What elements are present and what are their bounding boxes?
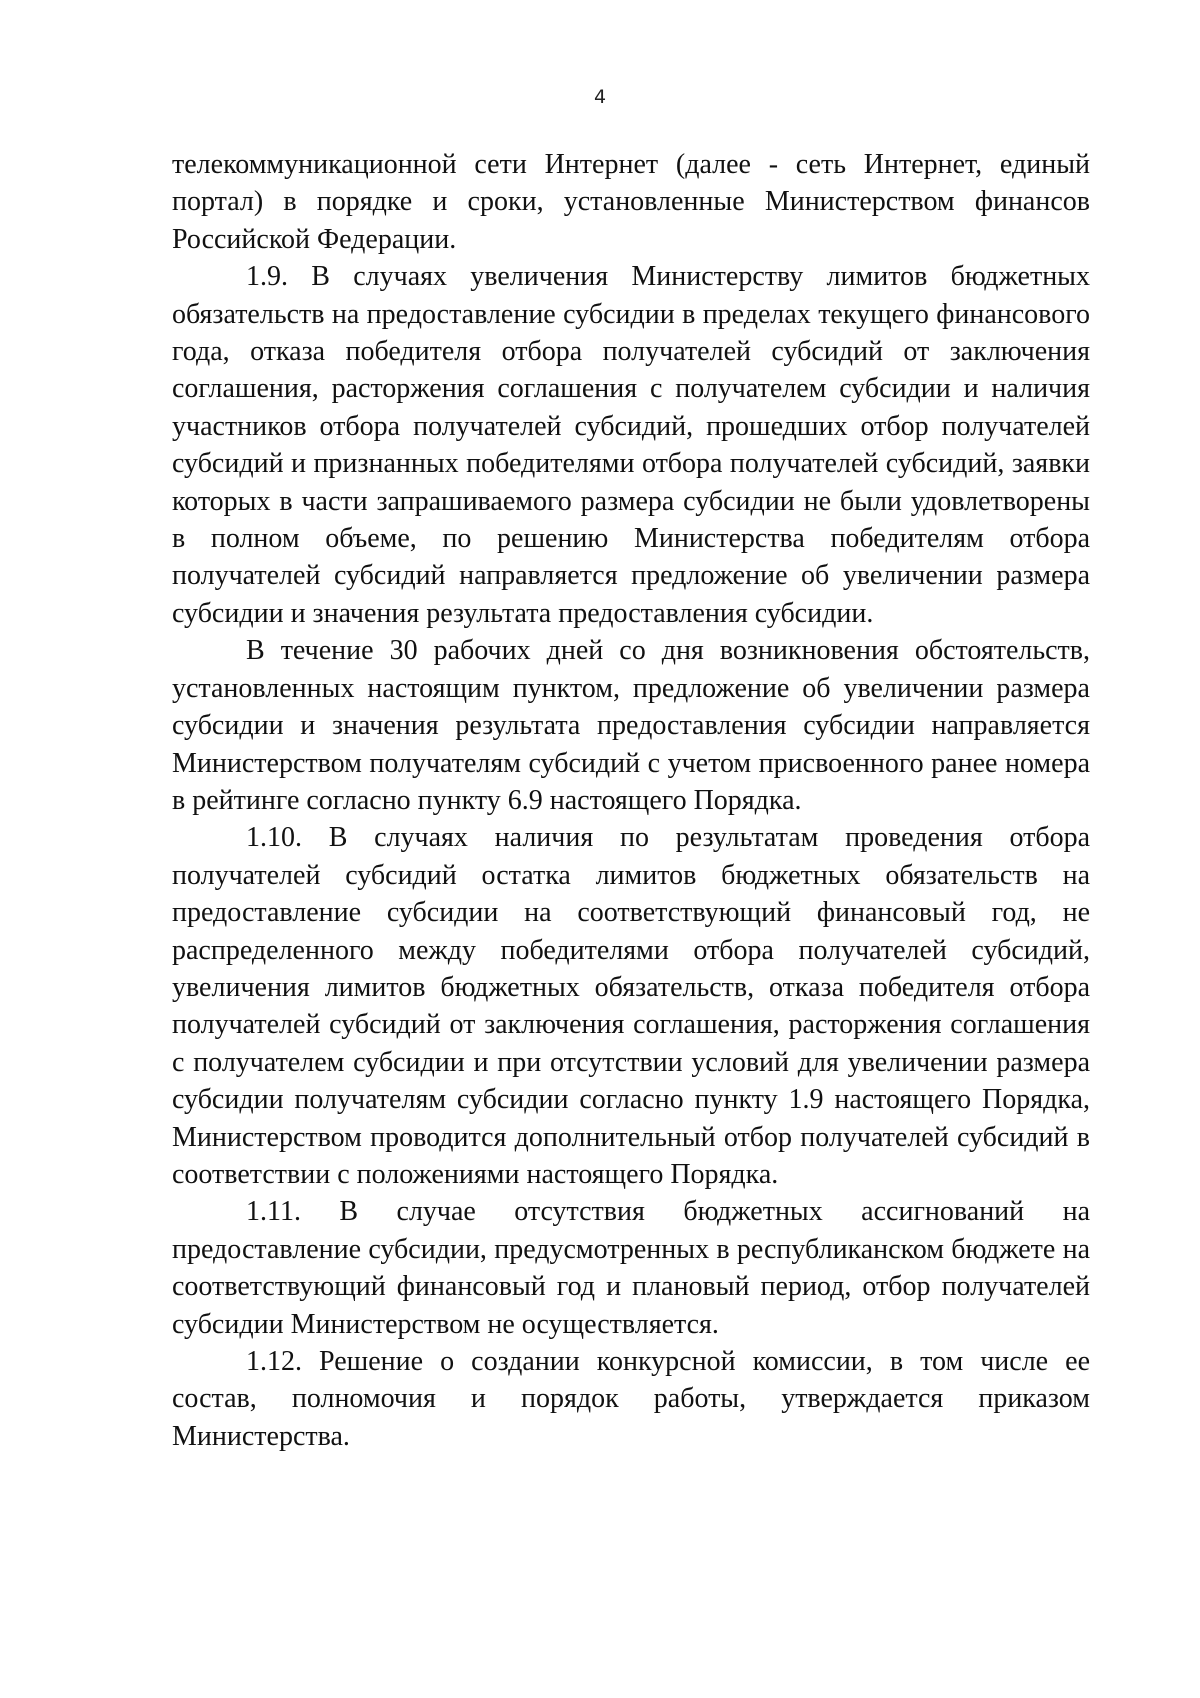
paragraph-clause-1-10: 1.10. В случаях наличия по результатам проведения отбора получателей субсидий остатка лимитов бюджетных обязательств на предоставление субсидии на соответствующий финансовый год, не распределенного между победителями отбора получателей субсидий, увеличения лимитов бюджетных обязательств, отказа победителя отбора получателей субсидий от заключения соглашения, расторжения соглашения с получателем субсидии и при отсутствии условий для увеличении размера субсидии получателям субсидии согласно пункту 1.9 настоящего Порядка, Министерством проводится дополнительный отбор получателей субсидий в соответствии с положениями настоящего Порядка.: [172, 822, 1090, 1190]
paragraph-continuation: телекоммуникационной сети Интернет (далее - сеть Интернет, единый портал) в порядке и сроки, установленные Министерством финансов Российской Федерации.: [172, 149, 1090, 255]
paragraph-clause-1-9: 1.9. В случаях увеличения Министерству лимитов бюджетных обязательств на предоставление субсидии в пределах текущего финансового года, отказа победителя отбора получателей субсидий от заключения соглашения, расторжения соглашения с получателем субсидии и наличия участников отбора получателей субсидий, прошедших отбор получателей субсидий и признанных победителями отбора получателей субсидий, заявки которых в части запрашиваемого размера субсидии не были удовлетворены в полном объеме, по решению Министерства победителям отбора получателей субсидий направляется предложение об увеличении размера субсидии и значения результата предоставления субсидии.: [172, 261, 1090, 629]
paragraph-clause-1-9-deadline: В течение 30 рабочих дней со дня возникновения обстоятельств, установленных настоящим пунктом, предложение об увеличении размера субсидии и значения результата предоставления субсидии направляется Министерством получателям субсидий с учетом присвоенного ранее номера в рейтинге согласно пункту 6.9 настоящего Порядка.: [172, 635, 1090, 816]
paragraph-clause-1-12: 1.12. Решение о создании конкурсной комиссии, в том числе ее состав, полномочия и порядок работы, утверждается приказом Министерства.: [172, 1346, 1090, 1452]
paragraph-clause-1-11: 1.11. В случае отсутствия бюджетных ассигнований на предоставление субсидии, предусмотренных в республиканском бюджете на соответствующий финансовый год и плановый период, отбор получателей субсидии Министерством не осуществляется.: [172, 1196, 1090, 1340]
page-number: 4: [593, 86, 607, 108]
document-body: [172, 146, 1090, 1455]
